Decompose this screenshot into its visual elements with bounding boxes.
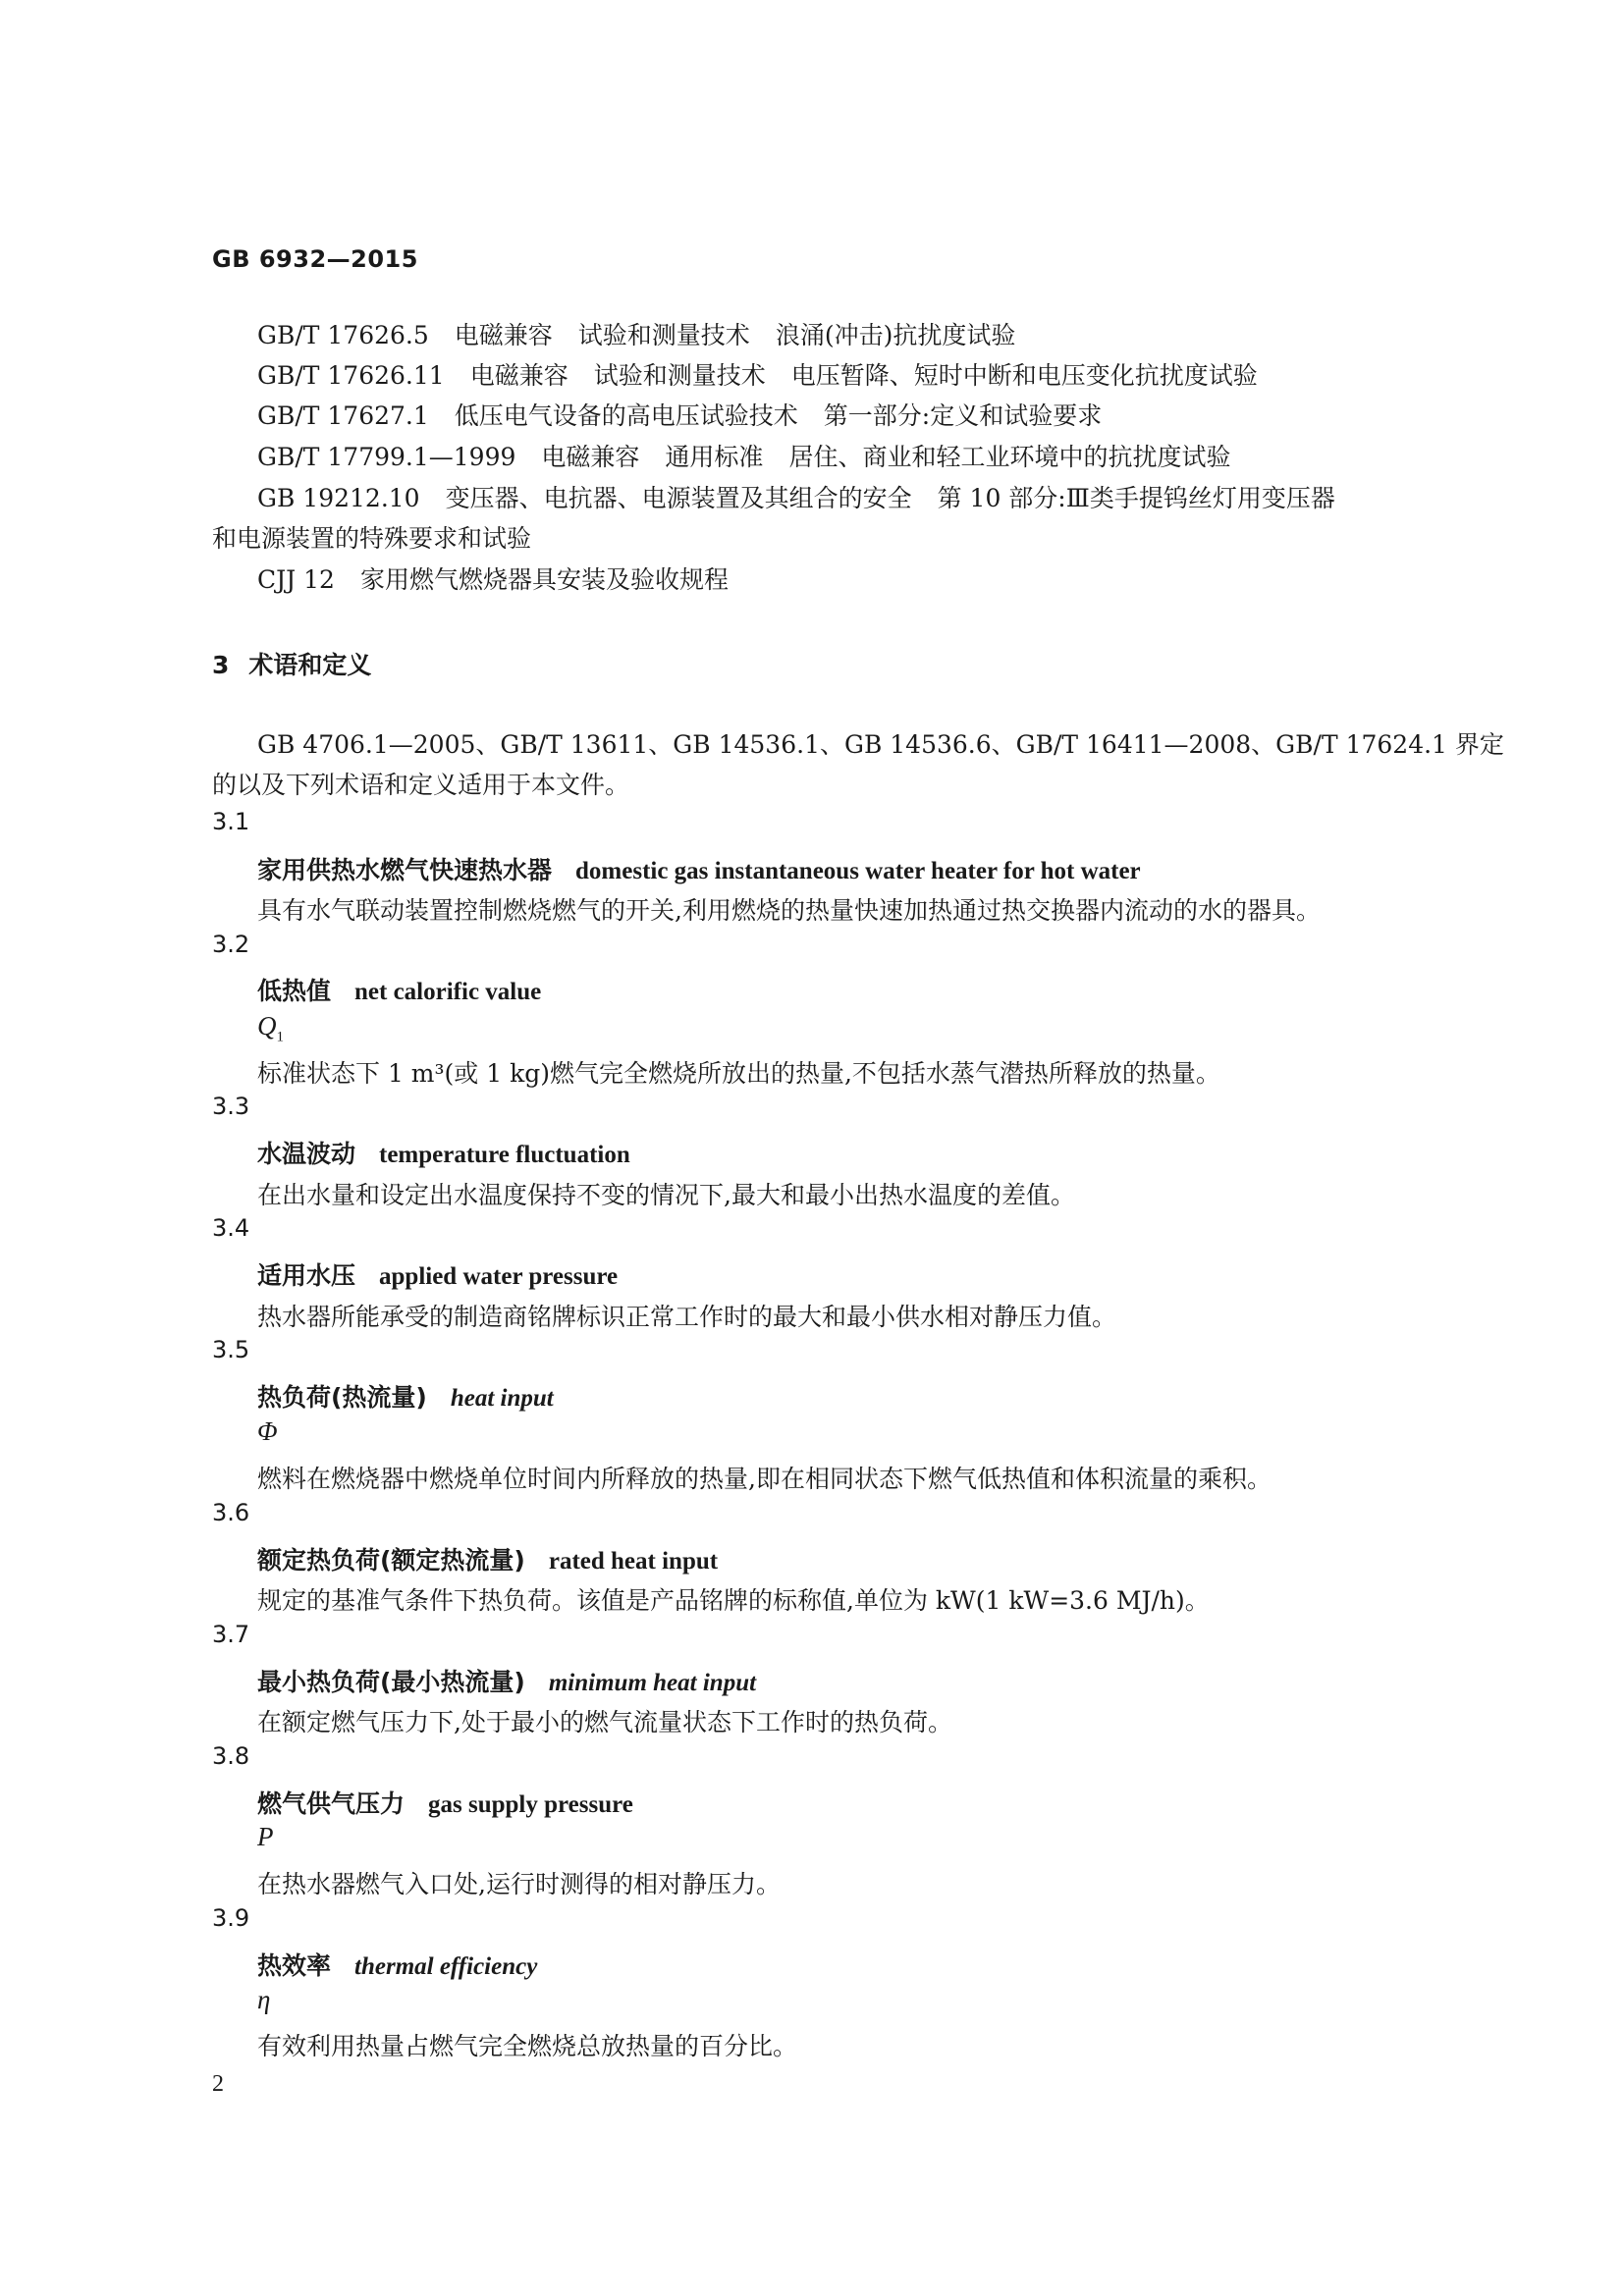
reference-code: GB/T 17626.5 bbox=[257, 321, 429, 349]
term-zh: 燃气供气压力 bbox=[257, 1789, 406, 1818]
term-definition: 规定的基准气条件下热负荷。该值是产品铭牌的标称值,单位为 kW(1 kW=3.6 MJ/h)。 bbox=[257, 1586, 1210, 1615]
term-number: 3.3 bbox=[212, 1093, 250, 1120]
section-heading bbox=[212, 646, 371, 681]
term-number: 3.6 bbox=[212, 1499, 250, 1526]
term-definition: 热水器所能承受的制造商铭牌标识正常工作时的最大和最小供水相对静压力值。 bbox=[257, 1303, 1117, 1331]
term-title bbox=[257, 1663, 756, 1698]
term-title bbox=[257, 1378, 554, 1414]
reference-code: CJJ 12 bbox=[257, 565, 335, 594]
section-intro-line-1: GB 4706.1—2005、GB/T 13611、GB 14536.1、GB 14536.6、GB/T 16411—2008、GB/T 17624.1 界定 bbox=[257, 730, 1504, 759]
term-en: temperature fluctuation bbox=[379, 1142, 630, 1168]
term-definition: 燃料在燃烧器中燃烧单位时间内所释放的热量,即在相同状态下燃气低热值和体积流量的乘积。 bbox=[257, 1465, 1271, 1493]
term-title bbox=[257, 1135, 630, 1170]
term-en: gas supply pressure bbox=[428, 1791, 633, 1818]
page-number: 2 bbox=[212, 2071, 224, 2097]
term-zh: 家用供热水燃气快速热水器 bbox=[257, 856, 553, 884]
reference-title: 家用燃气燃烧器具安装及验收规程 bbox=[359, 565, 729, 594]
term-definition: 有效利用热量占燃气完全燃烧总放热量的百分比。 bbox=[257, 2032, 798, 2060]
term-zh: 热效率 bbox=[257, 1951, 332, 1980]
section-number: 3 bbox=[212, 651, 230, 679]
term-symbol: $Q_1$ bbox=[257, 1011, 284, 1045]
term-number: 3.5 bbox=[212, 1336, 250, 1363]
reference-item bbox=[257, 360, 1258, 392]
term-number: 3.2 bbox=[212, 931, 250, 958]
term-zh: 水温波动 bbox=[257, 1140, 356, 1168]
term-en: rated heat input bbox=[548, 1548, 719, 1575]
reference-item bbox=[257, 400, 1102, 432]
term-zh: 最小热负荷(最小热流量) bbox=[257, 1668, 525, 1696]
term-definition: 在额定燃气压力下,处于最小的燃气流量状态下工作时的热负荷。 bbox=[257, 1708, 952, 1736]
reference-code: GB/T 17626.11 bbox=[257, 361, 445, 390]
term-definition: 具有水气联动装置控制燃烧燃气的开关,利用燃烧的热量快速加热通过热交换器内流动的水的器具。 bbox=[257, 896, 1321, 925]
reference-title: 电磁兼容 试验和测量技术 浪涌(冲击)抗扰度试验 bbox=[454, 321, 1016, 349]
term-en: net calorific value bbox=[354, 979, 542, 1005]
term-number: 3.8 bbox=[212, 1742, 250, 1770]
reference-item bbox=[257, 564, 729, 596]
reference-title: 低压电气设备的高电压试验技术 第一部分:定义和试验要求 bbox=[454, 401, 1103, 430]
term-zh: 适用水压 bbox=[257, 1261, 356, 1290]
term-definition: 在热水器燃气入口处,运行时测得的相对静压力。 bbox=[257, 1870, 781, 1898]
term-en: domestic gas instantaneous water heater for hot water bbox=[575, 858, 1141, 884]
term-title bbox=[257, 1541, 718, 1576]
reference-title: 电磁兼容 通用标准 居住、商业和轻工业环境中的抗扰度试验 bbox=[541, 443, 1231, 471]
term-symbol: P bbox=[257, 1822, 274, 1851]
term-en: heat input bbox=[450, 1385, 554, 1412]
reference-title: 电磁兼容 试验和测量技术 电压暂降、短时中断和电压变化抗扰度试验 bbox=[469, 361, 1258, 390]
term-en: applied water pressure bbox=[379, 1263, 619, 1290]
term-definition: 在出水量和设定出水温度保持不变的情况下,最大和最小出热水温度的差值。 bbox=[257, 1181, 1075, 1209]
reference-code: GB/T 17627.1 bbox=[257, 401, 429, 430]
reference-title: 变压器、电抗器、电源装置及其组合的安全 第 10 部分:Ⅲ类手提钨丝灯用变压器 bbox=[445, 484, 1335, 512]
term-number: 3.7 bbox=[212, 1621, 250, 1648]
term-title bbox=[257, 972, 541, 1007]
standard-number-header: GB 6932—2015 bbox=[212, 245, 418, 273]
term-title bbox=[257, 1785, 633, 1820]
reference-item bbox=[257, 442, 1230, 473]
term-title bbox=[257, 1256, 618, 1292]
term-symbol: Φ bbox=[257, 1416, 278, 1446]
term-number: 3.4 bbox=[212, 1214, 250, 1242]
term-zh: 低热值 bbox=[257, 977, 332, 1005]
term-symbol: η bbox=[257, 1985, 271, 2014]
reference-item bbox=[257, 320, 1015, 351]
reference-continuation: 和电源装置的特殊要求和试验 bbox=[212, 524, 532, 553]
term-en: minimum heat input bbox=[548, 1670, 757, 1696]
reference-item bbox=[257, 483, 1335, 514]
section-intro-line-2: 的以及下列术语和定义适用于本文件。 bbox=[212, 771, 630, 799]
term-number: 3.9 bbox=[212, 1904, 250, 1932]
section-title: 术语和定义 bbox=[248, 651, 372, 679]
term-zh: 热负荷(热流量) bbox=[257, 1383, 427, 1412]
term-en: thermal efficiency bbox=[354, 1953, 538, 1980]
reference-code: GB 19212.10 bbox=[257, 484, 420, 512]
term-definition: 标准状态下 1 m³(或 1 kg)燃气完全燃烧所放出的热量,不包括水蒸气潜热所释放的热量。 bbox=[257, 1059, 1220, 1088]
reference-code: GB/T 17799.1—1999 bbox=[257, 443, 516, 471]
term-number: 3.1 bbox=[212, 808, 250, 835]
term-zh: 额定热负荷(额定热流量) bbox=[257, 1546, 525, 1575]
term-title bbox=[257, 1947, 537, 1982]
term-title bbox=[257, 851, 1141, 886]
